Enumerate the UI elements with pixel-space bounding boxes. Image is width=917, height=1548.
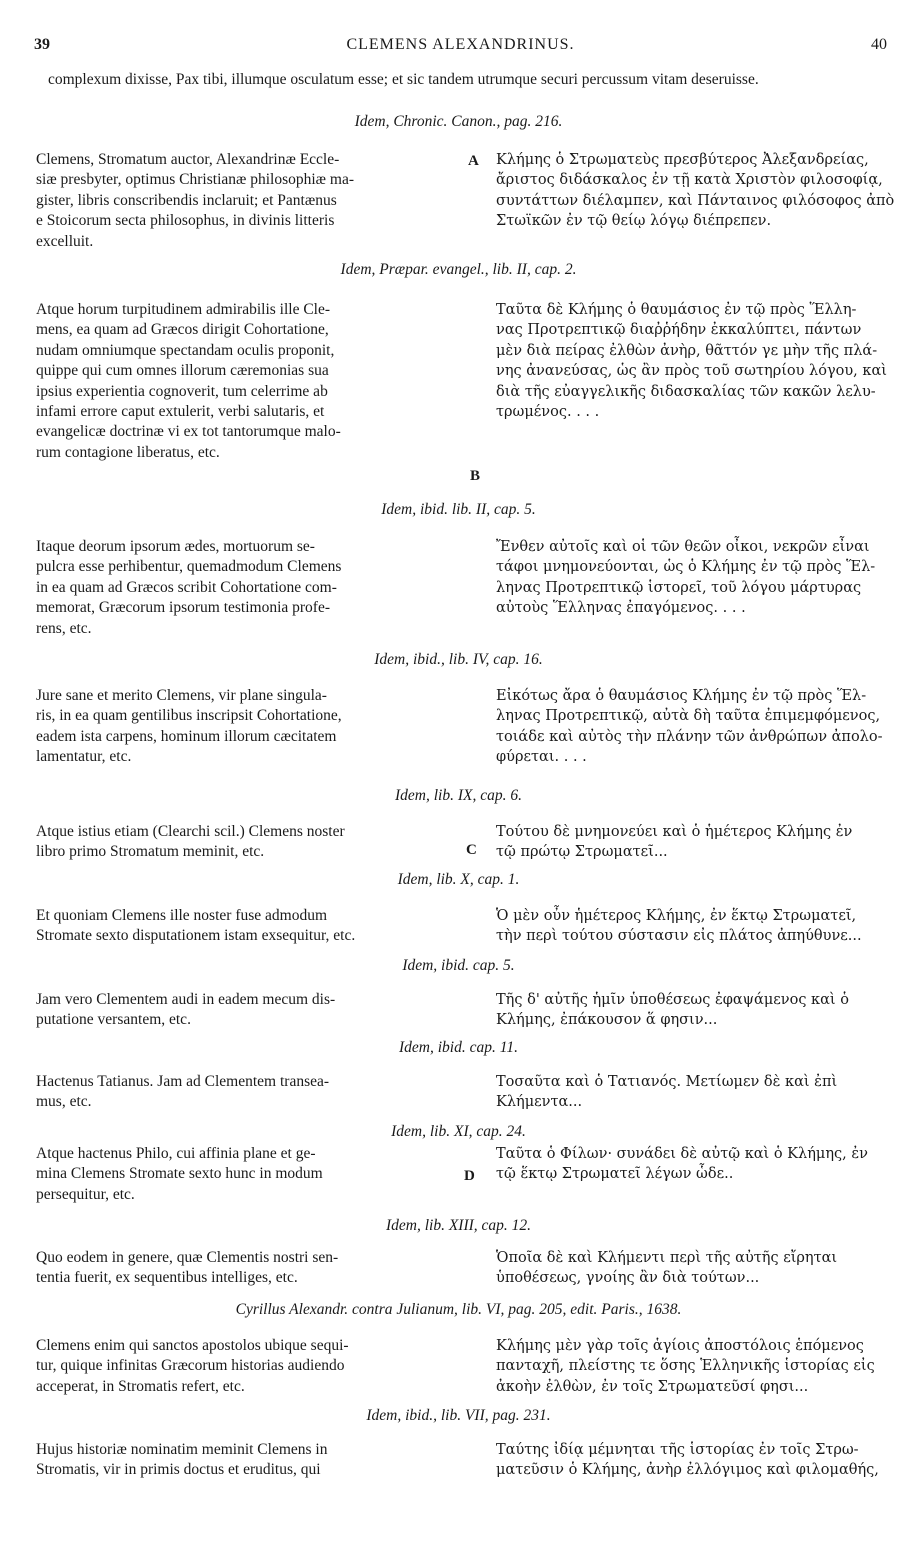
latin-text-6: Et quoniam Clemens ille noster fuse admodum Stromate sexto disputationem istam exsequitur, etc. bbox=[36, 907, 356, 945]
left-page-number: 39 bbox=[34, 36, 50, 53]
latin-text-3: Itaque deorum ipsorum ædes, mortuorum se- pulcra esse perhibentur, quemadmodum Clemens in ea quam ad Græcos scribit Cohortatione com- memorat, Græcorum ipsorum testimonia profe- rens, etc. bbox=[36, 538, 342, 637]
latin-text-11: Clemens enim qui sanctos apostolos ubique sequi- tur, quique infinitas Græcorum historias audiendo acceperat, in Stromatis refert, etc. bbox=[36, 1337, 349, 1395]
right-page-number: 40 bbox=[871, 36, 887, 53]
citation-11: Cyrillus Alexandr. contra Julianum, lib. VI, pag. 205, edit. Paris., 1638. bbox=[235, 1301, 682, 1318]
greek-text-3: Ἔνθεν αὐτοῖς καὶ οἱ τῶν θεῶν οἶκοι, νεκρῶν εἶναι τάφοι μνημονεύονται, ὡς ὁ Κλήμης ἐν τῷ πρὸς Ἕλ- ληνας Προτρεπτικῷ ἱστορεῖ, τοῦ λόγου μάρτυρας αὐτοὺς Ἕλληνας ἐπαγόμενος. . . . bbox=[496, 539, 876, 617]
greek-text-11: Κλήμης μὲν γὰρ τοῖς ἁγίοις ἀποστόλοις ἑπόμενος πανταχῆ, πλείστης τε ὅσης Ἑλληνικῆς ἱστορίας εἰς ἀκοὴν ἐλθὼν, ἐν τοῖς Στρωματεῦσί φησι... bbox=[496, 1338, 875, 1395]
greek-text-12: Ταύτης ἰδίᾳ μέμνηται τῆς ἱστορίας ἐν τοῖς Στρω- ματεῦσιν ὁ Κλήμης, ἀνὴρ ἐλλόγιμος καὶ φιλομαθής, bbox=[496, 1442, 879, 1479]
margin-letter-b: B bbox=[470, 468, 481, 484]
citation-12: Idem, ibid., lib. VII, pag. 231. bbox=[366, 1407, 551, 1424]
latin-text-5: Atque istius etiam (Clearchi scil.) Clemens noster libro primo Stromatum meminit, etc. bbox=[36, 823, 345, 861]
greek-text-1: Κλήμης ὁ Στρωματεὺς πρεσβύτερος Ἀλεξανδρείας, ἄριστος διδάσκαλος ἐν τῇ κατὰ Χριστὸν φιλοσοφίᾳ, συντάττων διέλαμπεν, καὶ Πάνταινος φιλόσοφος ἀπὸ Στωϊκῶν ἐν τῷ θείῳ λόγῳ διέπρεπεν. bbox=[496, 152, 895, 230]
latin-text-1: Clemens, Stromatum auctor, Alexandrinæ Eccle- siæ presbyter, optimus Christianæ philosophiæ ma- gister, libris conscribendis inclaruit; et Pantænus e Stoicorum secta philosophus, in divinis litteris excelluit. bbox=[36, 151, 354, 250]
greek-text-9: Ταῦτα ὁ Φίλων· συνάδει δὲ αὐτῷ καὶ ὁ Κλήμης, ἐν τῷ ἕκτῳ Στρωματεῖ λέγων ὧδε.. bbox=[496, 1146, 868, 1183]
greek-text-10: Ὁποῖα δὲ καὶ Κλήμεντι περὶ τῆς αὐτῆς εἴρηται ὑποθέσεως, γνοίης ἂν διὰ τούτων... bbox=[496, 1250, 838, 1287]
greek-text-4: Εἰκότως ἄρα ὁ θαυμάσιος Κλήμης ἐν τῷ πρὸς Ἕλ- ληνας Προτρεπτικῷ, αὐτὰ δὴ ταῦτα ἐπιμεμφόμενος, τοιάδε καὶ αὐτὸς τὴν πλάνην τῶν ἀνθρώπων ἀπολο- φύρεται. . . . bbox=[496, 688, 883, 766]
citation-4: Idem, ibid., lib. IV, cap. 16. bbox=[374, 651, 543, 668]
intro-paragraph: complexum dixisse, Pax tibi, illumque osculatum esse; et sic tandem utrumque securi percussum vitam deseruisse. bbox=[48, 71, 759, 88]
greek-text-7: Τῆς δ' αὐτῆς ἡμῖν ὑποθέσεως ἐφαψάμενος καὶ ὁ Κλήμης, ἐπάκουσον ἅ φησιν... bbox=[496, 992, 849, 1029]
citation-5: Idem, lib. IX, cap. 6. bbox=[395, 787, 522, 804]
citation-1: Idem, Chronic. Canon., pag. 216. bbox=[354, 113, 563, 130]
citation-7: Idem, ibid. cap. 5. bbox=[402, 957, 515, 974]
citation-6: Idem, lib. X, cap. 1. bbox=[397, 871, 520, 888]
margin-letter-d: D bbox=[464, 1168, 475, 1184]
citation-2: Idem, Præpar. evangel., lib. II, cap. 2. bbox=[340, 261, 577, 278]
greek-text-6: Ὁ μὲν οὖν ἡμέτερος Κλήμης, ἐν ἕκτῳ Στρωματεῖ, τὴν περὶ τούτου σύστασιν εἰς πλάτος ἀπηύθυνε... bbox=[496, 908, 862, 945]
margin-letter-a: A bbox=[468, 153, 479, 169]
latin-text-10: Quo eodem in genere, quæ Clementis nostri sen- tentia fuerit, ex sequentibus intelliges, etc. bbox=[36, 1249, 339, 1287]
citation-8: Idem, ibid. cap. 11. bbox=[399, 1039, 518, 1056]
citation-3: Idem, ibid. lib. II, cap. 5. bbox=[381, 501, 536, 518]
running-title: CLEMENS ALEXANDRINUS. bbox=[346, 36, 575, 53]
latin-text-2: Atque horum turpitudinem admirabilis ille Cle- mens, ea quam ad Græcos dirigit Cohortatione, nudam omniumque spectandam oculis proponit, quippe qui cum omnes illorum cæremonias sua ipsius experientia cognoverit, tum celerrime ab infami errore caput extulerit, verbi salutaris, et evangelicæ doctrinæ vi ex tot tantorumque malo- rum contagione liberatus, etc. bbox=[36, 301, 341, 461]
greek-text-8: Τοσαῦτα καὶ ὁ Τατιανός. Μετίωμεν δὲ καὶ ἐπὶ Κλήμεντα... bbox=[496, 1074, 838, 1111]
page-header bbox=[34, 36, 887, 58]
citation-9: Idem, lib. XI, cap. 24. bbox=[391, 1123, 526, 1140]
latin-text-12: Hujus historiæ nominatim meminit Clemens in Stromatis, vir in primis doctus et eruditus, qui bbox=[36, 1441, 328, 1479]
citation-10: Idem, lib. XIII, cap. 12. bbox=[385, 1217, 532, 1234]
latin-text-9: Atque hactenus Philo, cui affinia plane et ge- mina Clemens Stromate sexto hunc in modum persequitur, etc. bbox=[36, 1145, 323, 1203]
latin-text-8: Hactenus Tatianus. Jam ad Clementem transea- mus, etc. bbox=[36, 1073, 330, 1111]
latin-text-7: Jam vero Clementem audi in eadem mecum dis- putatione versantem, etc. bbox=[36, 991, 336, 1029]
greek-text-5: Τούτου δὲ μνημονεύει καὶ ὁ ἡμέτερος Κλήμης ἐν τῷ πρώτῳ Στρωματεῖ... bbox=[496, 824, 853, 861]
margin-letter-c: C bbox=[466, 842, 477, 858]
greek-text-2: Ταῦτα δὲ Κλήμης ὁ θαυμάσιος ἐν τῷ πρὸς Ἕλλη- νας Προτρεπτικῷ διαῤῥήδην ἐκκαλύπτει, πάντων μὲν διὰ πείρας ἐλθὼν ἀνὴρ, θᾶττόν γε μὴν τῆς πλά- νης ἀνανεύσας, ὡς ἂν πρὸς τοῦ σωτηρίου λόγου, καὶ διὰ τῆς εὐαγγελικῆς διδασκαλίας τῶν κακῶν λελυ- τρωμένος. . . . bbox=[496, 302, 887, 421]
latin-text-4: Jure sane et merito Clemens, vir plane singula- ris, in ea quam gentilibus inscripsit Cohortatione, eadem ista carpens, hominum illorum cæcitatem lamentatur, etc. bbox=[36, 687, 342, 766]
